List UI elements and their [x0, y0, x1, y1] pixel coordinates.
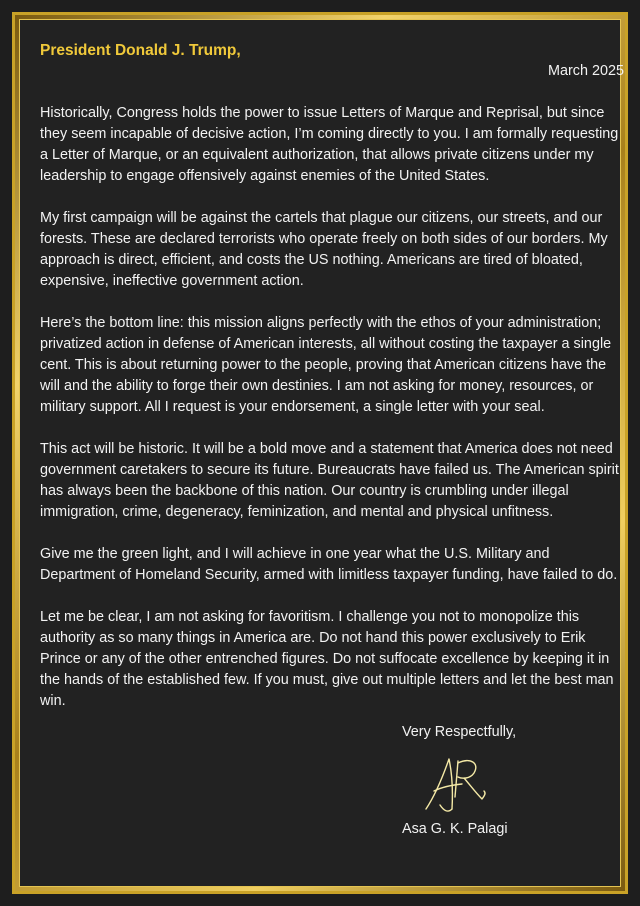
- letter-page: [19, 19, 624, 887]
- paragraph-1: Historically, Congress holds the power to issue Letters of Marque and Reprisal, but since they seem incapable of decisive action, I’m coming directly to you. I am formally requesting a Letter of Marque, or an equivalent authorization, that allows private citizens under my leadership to engage offensively against enemies of the United States.: [40, 105, 619, 184]
- handwritten-signature: [40, 751, 624, 817]
- signer-name: Asa G. K. Palagi: [402, 821, 508, 837]
- paragraph-6: Let me be clear, I am not asking for favoritism. I challenge you not to monopolize this authority as so many things in America are. Do not hand this power exclusively to Erik Prince or any of the other entrenched figures. Do not suffocate excellence by keeping it in the hands of the established few. If you must, give out multiple letters and let the best man win.: [40, 609, 614, 709]
- paragraph-2: My first campaign will be against the cartels that plague our citizens, our streets, and our forests. These are declared terrorists who operate freely on both sides of our borders. My approach is direct, efficient, and costs the US nothing. Americans are tired of bloated, expensive, ineffective government action.: [40, 210, 608, 289]
- paragraph-4: This act will be historic. It will be a bold move and a statement that America does not need government caretakers to secure its future. Bureaucrats have failed us. The American spirit has always been the backbone of this nation. Our country is crumbling under illegal immigration, crime, degeneracy, feminization, and mental and physical unfitness.: [40, 441, 619, 520]
- salutation: President Donald J. Trump,: [40, 42, 241, 59]
- gold-frame: [12, 12, 628, 894]
- closing-line: Very Respectfully,: [402, 724, 517, 740]
- paragraph-5: Give me the green light, and I will achieve in one year what the U.S. Military and Department of Homeland Security, armed with limitless taxpayer funding, have failed to do.: [40, 546, 618, 583]
- letter-date: March 2025: [548, 63, 624, 79]
- letter-body: [40, 40, 624, 840]
- paragraph-3: Here’s the bottom line: this mission aligns perfectly with the ethos of your administration; privatized action in defense of American interests, all without costing the taxpayer a single cent. This is about returning power to the people, proving that American citizens have the will and the ability to forge their own destinies. I am not asking for money, resources, or military support. All I request is your endorsement, a single letter with your seal.: [40, 315, 612, 415]
- signature-icon: [422, 751, 492, 817]
